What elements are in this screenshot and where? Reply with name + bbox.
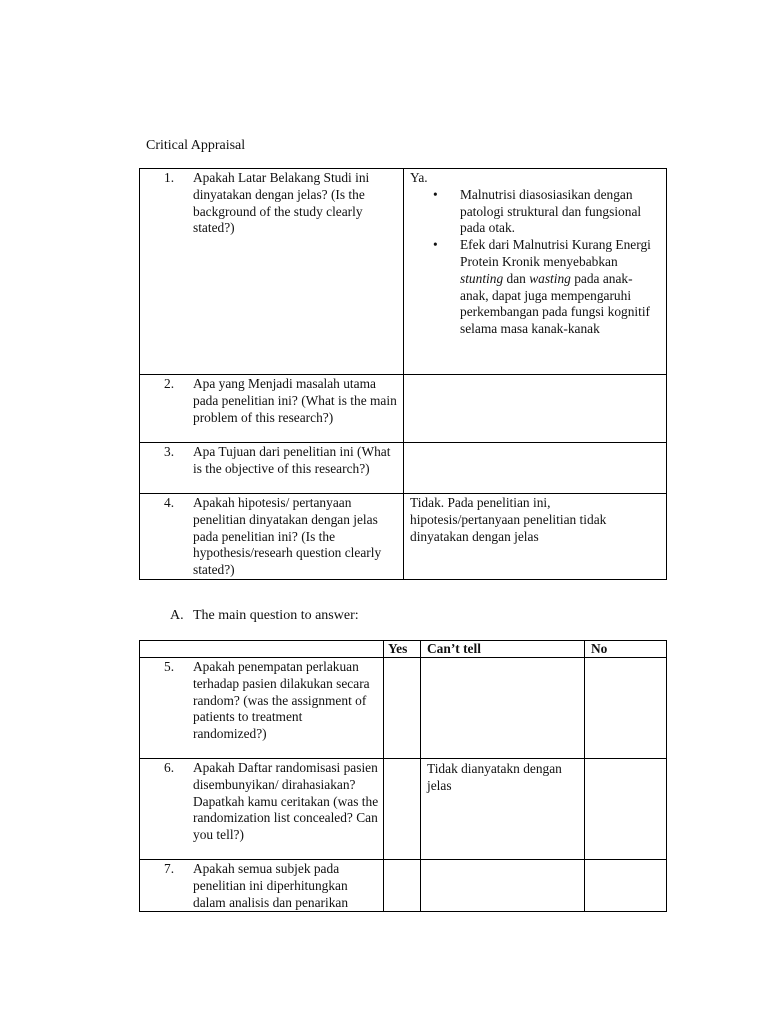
table-row — [140, 443, 667, 494]
yes-cell — [384, 658, 421, 759]
question-number: 4. — [164, 495, 175, 510]
cant-tell-cell — [421, 658, 585, 759]
question-cell — [140, 860, 384, 912]
answer-cell — [404, 375, 667, 443]
answer-intro: Ya. — [410, 170, 428, 185]
question-number: 3. — [164, 444, 175, 459]
question-cell — [140, 658, 384, 759]
question-text: Apakah semua subjek pada penelitian ini diperhitungkan dalam analisis dan penarikan — [193, 861, 349, 910]
no-cell — [585, 658, 667, 759]
question-number: 7. — [164, 861, 175, 876]
list-item — [410, 187, 660, 237]
bullet-text: dan — [503, 270, 530, 286]
bullet-icon: • — [433, 186, 438, 202]
question-cell — [140, 169, 404, 375]
column-header-no: No — [585, 641, 667, 658]
no-cell — [585, 759, 667, 860]
section-heading — [170, 608, 359, 624]
main-question-table — [139, 640, 667, 912]
header-row — [140, 641, 667, 658]
section-label: A. — [170, 608, 184, 623]
yes-cell — [384, 759, 421, 860]
question-text: Apakah hipotesis/ pertanyaan penelitian dinyatakan dengan jelas pada penelitian ini? (Is the hypothesis/researh question clearly stated?) — [193, 495, 382, 578]
answer-cell — [404, 443, 667, 494]
question-cell — [140, 375, 404, 443]
section-text: The main question to answer: — [193, 608, 359, 623]
table-row — [140, 860, 667, 912]
question-cell — [140, 494, 404, 580]
column-header-question — [140, 641, 384, 658]
question-number: 2. — [164, 376, 175, 391]
table-row — [140, 169, 667, 375]
question-cell — [140, 759, 384, 860]
no-cell — [585, 860, 667, 912]
table-row — [140, 658, 667, 759]
question-number: 1. — [164, 170, 175, 185]
answer-text — [404, 443, 666, 444]
table-row — [140, 759, 667, 860]
cant-tell-cell — [421, 759, 585, 860]
question-text: Apakah penempatan perlakuan terhadap pasien dilakukan secara random? (was the assignment of patients to treatment randomized?) — [193, 659, 370, 742]
yes-cell — [384, 860, 421, 912]
bullet-text: Efek dari Malnutrisi Kurang Energi Protein Kronik menyebabkan — [460, 237, 651, 269]
question-text: Apakah Daftar randomisasi pasien disembunyikan/ dirahasiakan? Dapatkah kamu ceritakan (was the randomization list concealed? Can you tell?) — [193, 760, 379, 843]
table-row — [140, 375, 667, 443]
answer-cell — [404, 494, 667, 580]
page-title: Critical Appraisal — [146, 138, 246, 153]
question-number: 6. — [164, 760, 175, 775]
question-text: Apa yang Menjadi masalah utama pada penelitian ini? (What is the main problem of this research?) — [193, 376, 397, 425]
column-header-cant-tell: Can’t tell — [421, 641, 585, 658]
question-text: Apa Tujuan dari penelitian ini (What is the objective of this research?) — [193, 444, 391, 476]
list-item — [410, 237, 660, 338]
emphasis-term: wasting — [529, 270, 571, 286]
question-cell — [140, 443, 404, 494]
table-row — [140, 494, 667, 580]
question-text: Apakah Latar Belakang Studi ini dinyatakan dengan jelas? (Is the background of the study clearly stated?) — [193, 170, 370, 236]
question-number: 5. — [164, 659, 175, 674]
column-header-yes: Yes — [384, 641, 421, 658]
bullet-icon: • — [433, 237, 438, 253]
bullet-text: pada anak-anak, dapat juga mempengaruhi perkembangan pada fungsi kognitif selama masa kanak-kanak — [460, 270, 651, 337]
cant-tell-cell — [421, 860, 585, 912]
appraisal-table — [139, 168, 667, 580]
answer-cell — [404, 169, 667, 375]
bullet-text: Malnutrisi diasosiasikan dengan patologi struktural dan fungsional pada otak. — [460, 186, 642, 236]
answer-text — [404, 375, 666, 376]
emphasis-term: stunting — [460, 270, 504, 286]
answer-text: Tidak dianyatakn dengan jelas — [427, 761, 562, 793]
answer-text: Tidak. Pada penelitian ini, hipotesis/pertanyaan penelitian tidak dinyatakan dengan jelas — [410, 495, 607, 544]
